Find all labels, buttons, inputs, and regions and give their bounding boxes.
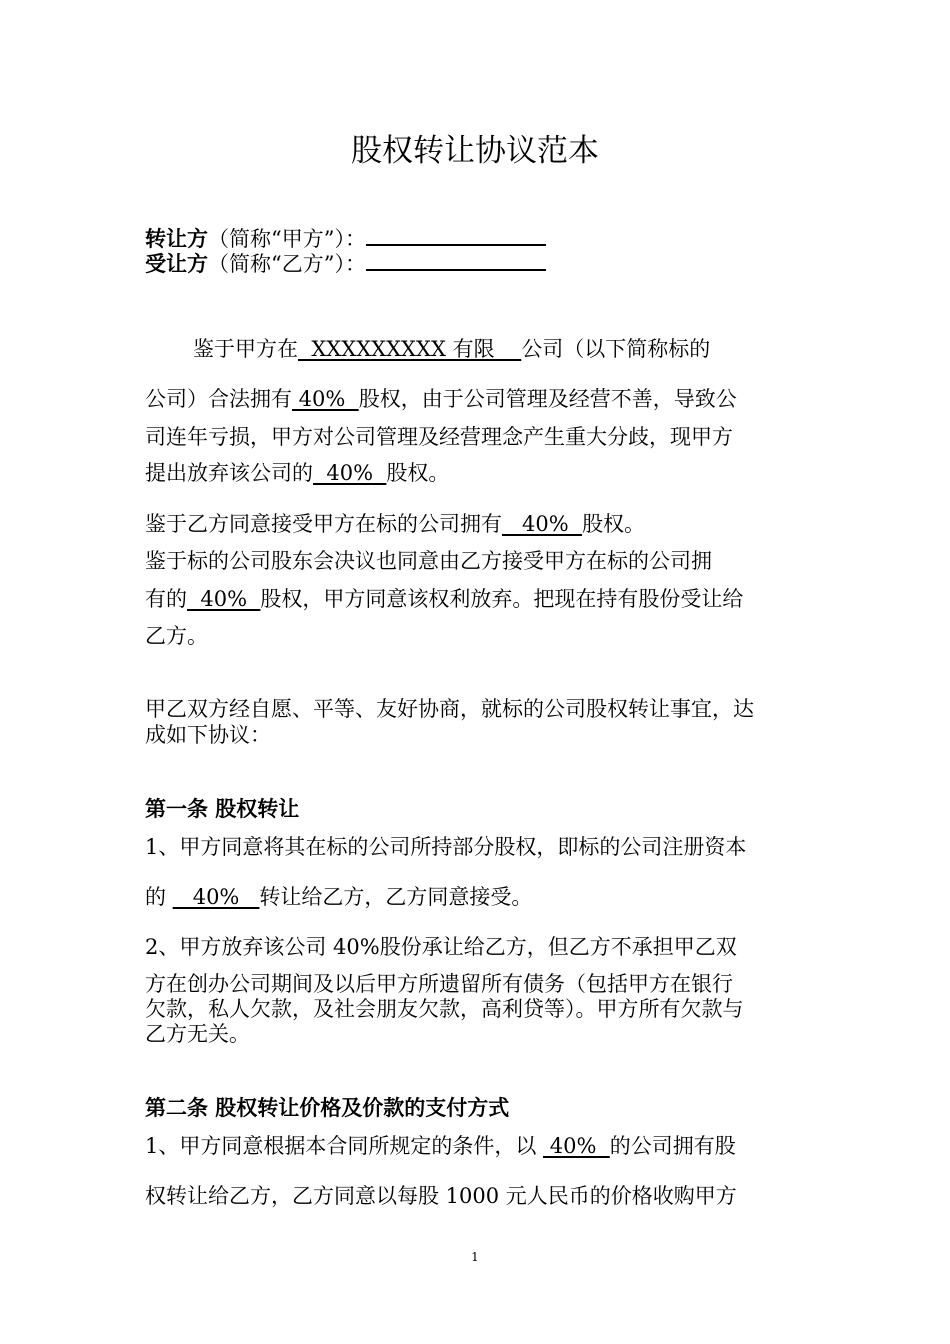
para3-line3: 乙方。 (145, 624, 208, 648)
article1-heading: 第一条 股权转让 (145, 797, 300, 821)
share-percent-field: 40% (543, 1134, 610, 1158)
para2-text: 股权。 (582, 512, 646, 536)
para3-line2 (145, 586, 743, 612)
para1-line4 (145, 460, 449, 486)
article2-text: 的公司拥有股 (609, 1134, 736, 1158)
article1-clause2-line1: 2、甲方放弃该公司 40%股份承让给乙方，但乙方不承担甲乙双 (145, 935, 737, 959)
para4-line2: 成如下协议： (145, 723, 271, 747)
para1-text: 公司（以下简称标的 (521, 337, 711, 361)
para2-text: 鉴于乙方同意接受甲方在标的公司拥有 (145, 512, 502, 536)
para1-line3: 司连年亏损，甲方对公司管理及经营理念产生重大分歧，现甲方 (145, 425, 733, 449)
article1-clause1-line2 (145, 884, 532, 910)
article2-text: 1、甲方同意根据本合同所规定的条件，以 (145, 1134, 544, 1158)
para1-line2 (145, 386, 737, 412)
para1-text: 提出放弃该公司的 (145, 461, 313, 485)
transferor-line (145, 226, 546, 252)
para3-text: 股权，甲方同意该权利放弃。把现在持有股份受让给 (260, 587, 744, 611)
share-percent-field: 40% (292, 387, 359, 411)
para3-text: 有的 (145, 587, 187, 611)
para1-text: 股权，由于公司管理及经营不善，导致公 (358, 387, 737, 411)
para3-line1: 鉴于标的公司股东会决议也同意由乙方接受甲方在标的公司拥 (145, 549, 712, 573)
company-name-field: XXXXXXXXX 有限 (298, 337, 522, 361)
share-percent-field: 40% (187, 587, 261, 611)
article1-clause2-line3: 欠款，私人欠款，及社会朋友欠款，高利贷等）。甲方所有欠款与 (145, 997, 744, 1021)
article2-clause1-line2: 权转让给乙方，乙方同意以每股 1000 元人民币的价格收购甲方 (145, 1184, 737, 1208)
transferor-label: 转让方 (145, 227, 208, 251)
page-number: 1 (471, 1250, 479, 1264)
share-percent-field: 40% (313, 461, 387, 485)
transferor-note: （简称“甲方”）： (208, 227, 366, 251)
para1-text: 鉴于甲方在 (193, 337, 298, 361)
share-percent-field: 40% (172, 885, 260, 909)
share-percent-field: 40% (502, 512, 583, 536)
article1-clause2-line2: 方在创办公司期间及以后甲方所遗留所有债务（包括甲方在银行 (145, 972, 733, 996)
para1-line1 (193, 336, 710, 362)
transferor-blank (366, 226, 546, 246)
para4-line1: 甲乙双方经自愿、平等、友好协商，就标的公司股权转让事宜，达 (145, 697, 754, 721)
para1-text: 股权。 (386, 461, 450, 485)
article1-text: 转让给乙方，乙方同意接受。 (259, 885, 533, 909)
transferee-line (145, 251, 546, 277)
article1-clause1-line1: 1、甲方同意将其在标的公司所持部分股权，即标的公司注册资本 (145, 835, 747, 859)
article2-heading: 第二条 股权转让价格及价款的支付方式 (145, 1096, 510, 1120)
para2-line (145, 511, 645, 537)
transferee-blank (366, 251, 546, 271)
transferee-label: 受让方 (145, 252, 208, 276)
article1-text: 的 (145, 885, 173, 909)
article1-clause2-line4: 乙方无关。 (145, 1022, 250, 1046)
document-title: 股权转让协议范本 (351, 133, 599, 169)
para1-text: 公司）合法拥有 (145, 387, 292, 411)
transferee-note: （简称“乙方”）： (208, 252, 366, 276)
article2-clause1-line1 (145, 1133, 736, 1159)
